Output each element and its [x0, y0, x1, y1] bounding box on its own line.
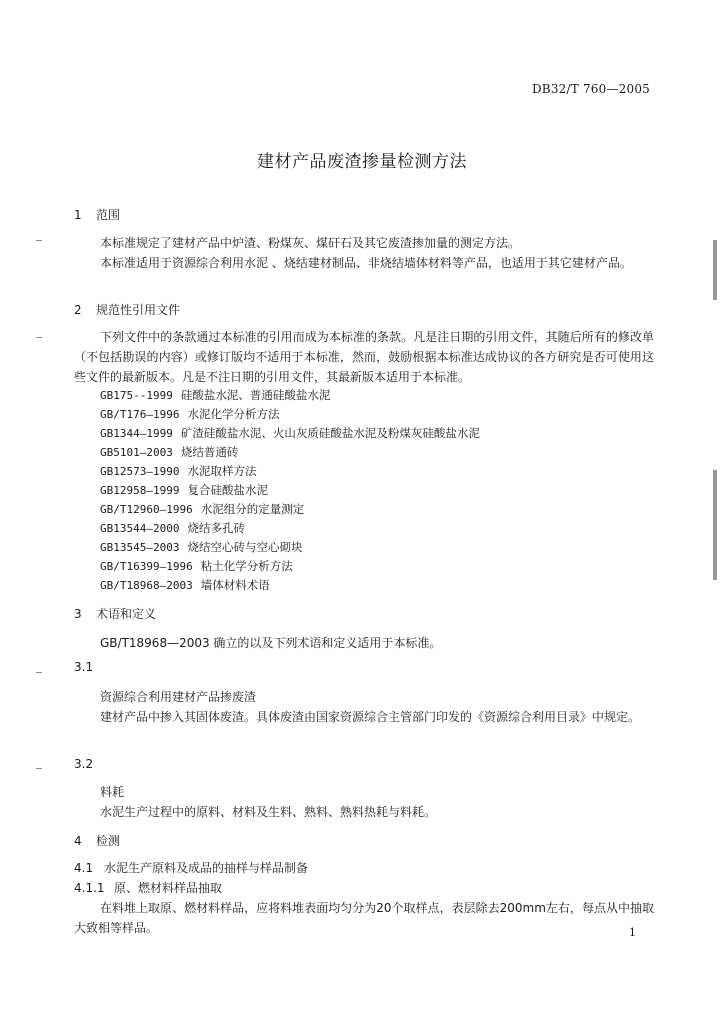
- section-4-title: 检测: [96, 834, 121, 848]
- subsection-4-1-number: 4.1: [74, 861, 94, 875]
- section-2-title: 规范性引用文件: [96, 303, 181, 317]
- term-3-2-number: 3.2: [74, 757, 94, 771]
- scan-edge-mark: [713, 240, 717, 300]
- section-1-title: 范围: [96, 208, 121, 222]
- document-title: 建材产品废渣掺量检测方法: [257, 152, 467, 172]
- scan-margin-mark: [36, 337, 42, 338]
- section-3-title: 术语和定义: [96, 607, 157, 621]
- subsection-4-1-1-number: 4.1.1: [74, 881, 105, 895]
- section-1-para-2: 本标准适用于资源综合利用水泥 、烧结建材制品、非烧结墙体材料等产品，也适用于其它建材产品。: [100, 256, 632, 270]
- reference-item: GB/T18968—2003 墙体材料术语: [100, 578, 270, 592]
- reference-item: GB13544—2000 烧结多孔砖: [100, 521, 245, 535]
- scan-margin-mark: [36, 240, 42, 241]
- reference-item: GB12573—1990 水泥取样方法: [100, 464, 257, 478]
- scan-edge-mark: [713, 470, 717, 580]
- reference-item: GB175--1999 硅酸盐水泥、普通硅酸盐水泥: [100, 388, 331, 402]
- term-3-1-number: 3.1: [74, 660, 94, 674]
- subsection-4-1-1-heading: [74, 878, 654, 898]
- section-2-heading: [74, 300, 654, 320]
- page-number: 1: [629, 926, 636, 939]
- section-2-para-1: 下列文件中的条款通过本标准的引用而成为本标准的条款。凡是注日期的引用文件，其随后所有的修改单（不包括勘误的内容）或修订版均不适用于本标准，然而，鼓励根据本标准达成协议的各方研究是否可使用这些文件的最新版本。凡是不注日期的引用文件，其最新版本适用于本标准。: [74, 330, 654, 384]
- standard-code: DB32/T 760—2005: [531, 82, 650, 96]
- reference-item: GB1344—1999 矿渣硅酸盐水泥、火山灰质硅酸盐水泥及粉煤灰硅酸盐水泥: [100, 426, 480, 440]
- reference-item: GB12958—1999 复合硅酸盐水泥: [100, 483, 268, 497]
- section-3-number: 3: [74, 607, 82, 621]
- section-1-number: 1: [74, 208, 82, 222]
- reference-item: GB/T176—1996 水泥化学分析方法: [100, 407, 280, 421]
- section-1-para-1: 本标准规定了建材产品中炉渣、粉煤灰、煤矸石及其它废渣掺加量的测定方法。: [100, 236, 521, 250]
- section-4-number: 4: [74, 834, 82, 848]
- section-3-para-1: GB/T18968—2003 确立的以及下列术语和定义适用于本标准。: [100, 636, 442, 650]
- reference-item: GB5101—2003 烧结普通砖: [100, 445, 239, 459]
- reference-item: GB13545—2003 烧结空心砖与空心砌块: [100, 540, 303, 554]
- scan-margin-mark: [36, 672, 42, 673]
- section-1-heading: [74, 205, 654, 225]
- term-3-1-definition: 建材产品中掺入其固体废渣。具体废渣由国家资源综合主管部门印发的《资源综合利用目录》中规定。: [100, 710, 641, 724]
- term-3-2-name: 料耗: [100, 785, 125, 799]
- subsection-4-1-title: 水泥生产原料及成品的抽样与样品制备: [104, 861, 309, 875]
- section-2-number: 2: [74, 303, 82, 317]
- subsection-4-1-1-title: 原、燃材料样品抽取: [114, 881, 223, 895]
- term-3-2-definition: 水泥生产过程中的原料、材料及生料、熟料、熟料热耗与料耗。: [100, 805, 437, 819]
- subsection-4-1-heading: [74, 858, 654, 878]
- section-3-heading: [74, 604, 654, 624]
- reference-item: GB/T16399—1996 粘土化学分析方法: [100, 559, 293, 573]
- term-3-1-name: 资源综合利用建材产品掺废渣: [100, 690, 257, 704]
- subsection-4-1-1-para: 在料堆上取原、燃材料样品，应将料堆表面均匀分为20个取样点，表层除去200mm左右，每点从中抽取大致相等样品。: [74, 901, 654, 935]
- reference-item: GB/T12960—1996 水泥组分的定量测定: [100, 502, 305, 516]
- section-4-heading: [74, 831, 654, 851]
- scan-margin-mark: [36, 768, 42, 769]
